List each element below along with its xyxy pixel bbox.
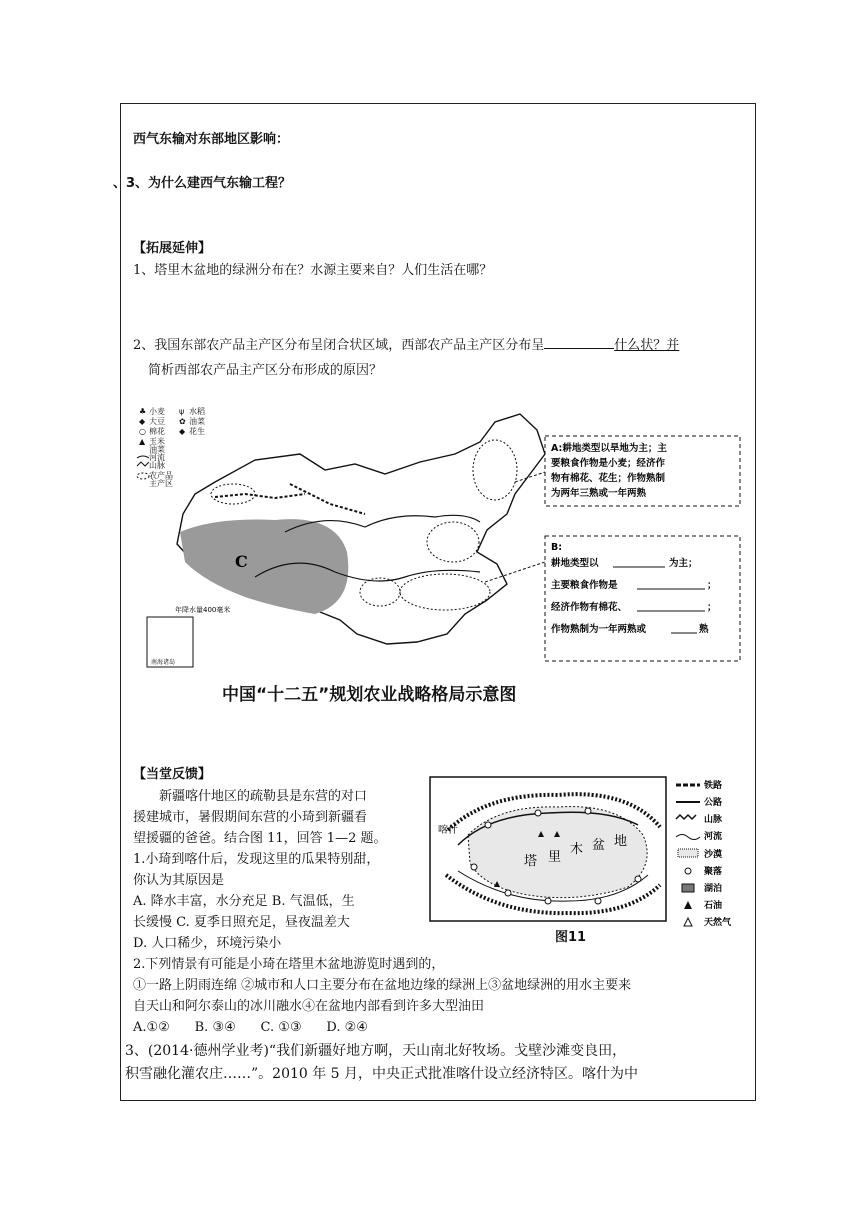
fig11-legend-desert: 沙漠 (704, 850, 723, 860)
feedback-text-block (133, 786, 423, 954)
feedback-heading: 【当堂反馈】 (133, 767, 212, 782)
svg-text:▲: ▲ (139, 437, 146, 446)
extension-q2-text: 2、我国东部农产品主产区分布呈闭合状区域，西部农产品主产区分布呈 (133, 338, 545, 353)
basin-char-1: 塔 (524, 854, 538, 869)
extension-q2-line1 (133, 335, 679, 355)
legend-main-area: 农产品 (149, 471, 173, 480)
fig11-legend-oil: 石油 (704, 901, 723, 911)
mountain-range-2 (290, 484, 365, 514)
legend-peanut: 花生 (189, 427, 205, 436)
figure-11-tarim-map (428, 775, 746, 940)
area-northeast (473, 440, 517, 500)
settlement (535, 810, 541, 816)
feedback-q2-b: ①一路上阴雨连绵 ②城市和人口主要分布在盆地边缘的绿洲上③盆地绿洲的用水主要来 (133, 978, 632, 993)
fig11-legend-road: 公路 (704, 798, 723, 808)
fig11-legend-mountain: 山脉 (704, 815, 723, 825)
box-b-line4-tail: 熟 (699, 624, 709, 635)
svg-text:◆: ◆ (179, 427, 186, 436)
area-sichuan (360, 578, 400, 606)
legend-corn: 玉米 (149, 437, 165, 446)
basin-char-5: 地 (614, 834, 628, 849)
box-b-line3-tail: ； (707, 602, 717, 613)
legend-oil: 油菜 (149, 445, 165, 454)
feedback-q3-block (125, 1040, 755, 1086)
legend-rapeseed: 油菜 (189, 417, 205, 426)
feedback-q3-a: 3、(2014·德州学业考)“我们新疆好地方啊，天山南北好牧场。戈壁沙滩变良田， (125, 1043, 627, 1059)
svg-text:♣: ♣ (139, 407, 147, 416)
feedback-q1-a: 1.小琦到喀什后，发现这里的瓜果特别甜， (133, 852, 380, 867)
box-b-label: B: (551, 542, 563, 553)
box-b (545, 536, 740, 661)
settlement (595, 898, 601, 904)
why-west-east-gas-question: 、3、为什么建西气东输工程？ (113, 176, 292, 191)
region-c-label: C (235, 552, 248, 571)
legend-wheat: 小麦 (149, 407, 165, 416)
box-b-line1: 耕地类型以 (551, 558, 599, 569)
feedback-intro-1: 新疆喀什地区的疏勒县是东营的对口 (159, 789, 368, 804)
basin-char-4: 盆 (592, 838, 606, 853)
box-b-line3: 经济作物有棉花、 (551, 602, 628, 613)
legend-river: 河流 (149, 453, 165, 462)
extension-q1: 1、塔里木盆地的绿洲分布在？水源主要来自？人们生活在哪？ (133, 263, 493, 278)
inset-label: 南海诸岛 (151, 659, 176, 666)
box-b-line2-tail: ； (707, 580, 717, 591)
svg-text:○: ○ (139, 427, 146, 436)
extension-q2-line2: 简析西部农产品主产区分布形成的原因？ (148, 363, 383, 378)
settlement (635, 876, 641, 882)
fig11-legend-railway: 铁路 (704, 781, 723, 791)
feedback-q2-d: A.①② B. ③④ C. ①③ D. ②④ (133, 1020, 368, 1035)
settlement (545, 898, 551, 904)
west-east-gas-impact: 西气东输对东部地区影响： (133, 132, 290, 147)
svg-text:ψ: ψ (179, 407, 185, 416)
area-yangtze (400, 574, 490, 610)
box-b-line4: 作物熟制为一年两熟或 (551, 624, 647, 635)
mountain-range (215, 494, 305, 498)
feedback-q2-block (133, 954, 753, 1038)
basin-char-2: 里 (548, 850, 562, 865)
figure-11-caption: 图11 (555, 930, 587, 945)
extension-heading: 【拓展延伸】 (133, 241, 212, 256)
box-a-line1: A:耕地类型以旱地为主；主 (551, 443, 667, 454)
fig11-legend-river: 河流 (704, 832, 723, 842)
box-a-line2: 要粮食作物是小麦；经济作 (551, 458, 666, 469)
map-caption: 中国“十二五”规划农业战略格局示意图 (222, 685, 517, 705)
map-legend (137, 406, 205, 488)
feedback-q1-c: A. 降水丰富，水分充足 B. 气温低，生 (133, 894, 355, 909)
feedback-q2-c: 自天山和阿尔泰山的冰川融水④在盆地内部看到许多大型油田 (133, 999, 485, 1014)
legend-rice: 水稻 (189, 407, 205, 416)
extension-q2-tail: 什么状？并 (614, 338, 680, 353)
fig11-legend-gas: 天然气 (704, 918, 732, 928)
rain-line-label: 年降水量400毫米 (175, 606, 231, 614)
feedback-q2-a: 2.下列情景有可能是小琦在塔里木盆地游览时遇到的， (133, 957, 445, 972)
area-xinjiang (211, 484, 255, 504)
settlement (585, 808, 591, 814)
box-a-line3: 物有棉花、花生；作物熟制 (551, 473, 666, 484)
basin-char-3: 木 (570, 842, 584, 857)
legend-cotton: 棉花 (149, 427, 165, 436)
answer-blank[interactable] (544, 335, 614, 349)
svg-text:◆: ◆ (139, 417, 146, 426)
box-a-line4: 为两年三熟或一年两熟 (551, 488, 647, 499)
area-north-china (427, 522, 479, 562)
settlement (505, 890, 511, 896)
legend-main-area-2: 主产区 (149, 479, 173, 488)
feedback-q1-e: D. 人口稀少，环境污染小 (133, 936, 282, 951)
legend-soybean: 大豆 (149, 417, 165, 426)
settlement (471, 864, 477, 870)
feedback-intro-3: 望援疆的爸爸。结合图 11，回答 1—2 题。 (133, 831, 387, 846)
fig11-legend-lake: 湖泊 (704, 884, 723, 894)
feedback-intro-2: 援建城市，暑假期间东营的小琦到新疆看 (133, 810, 368, 825)
box-b-line1-tail: 为主； (669, 558, 698, 569)
feedback-q1-d: 长缓慢 C. 夏季日照充足，昼夜温差大 (133, 915, 350, 930)
box-b-line2: 主要粮食作物是 (551, 580, 618, 591)
svg-text:✿: ✿ (179, 417, 186, 426)
feedback-q3-b: 积雪融化灌农庄……”。2010 年 5 月，中央正式批准喀什设立经济特区。喀什为中 (125, 1066, 639, 1082)
feedback-q1-b: 你认为其原因是 (133, 873, 225, 888)
china-agriculture-map (135, 402, 745, 670)
settlement (485, 822, 491, 828)
fig11-legend-settlement: 聚落 (704, 867, 723, 877)
legend-mountain: 山脉 (149, 461, 165, 470)
kashgar-label: 喀什 (438, 825, 458, 836)
